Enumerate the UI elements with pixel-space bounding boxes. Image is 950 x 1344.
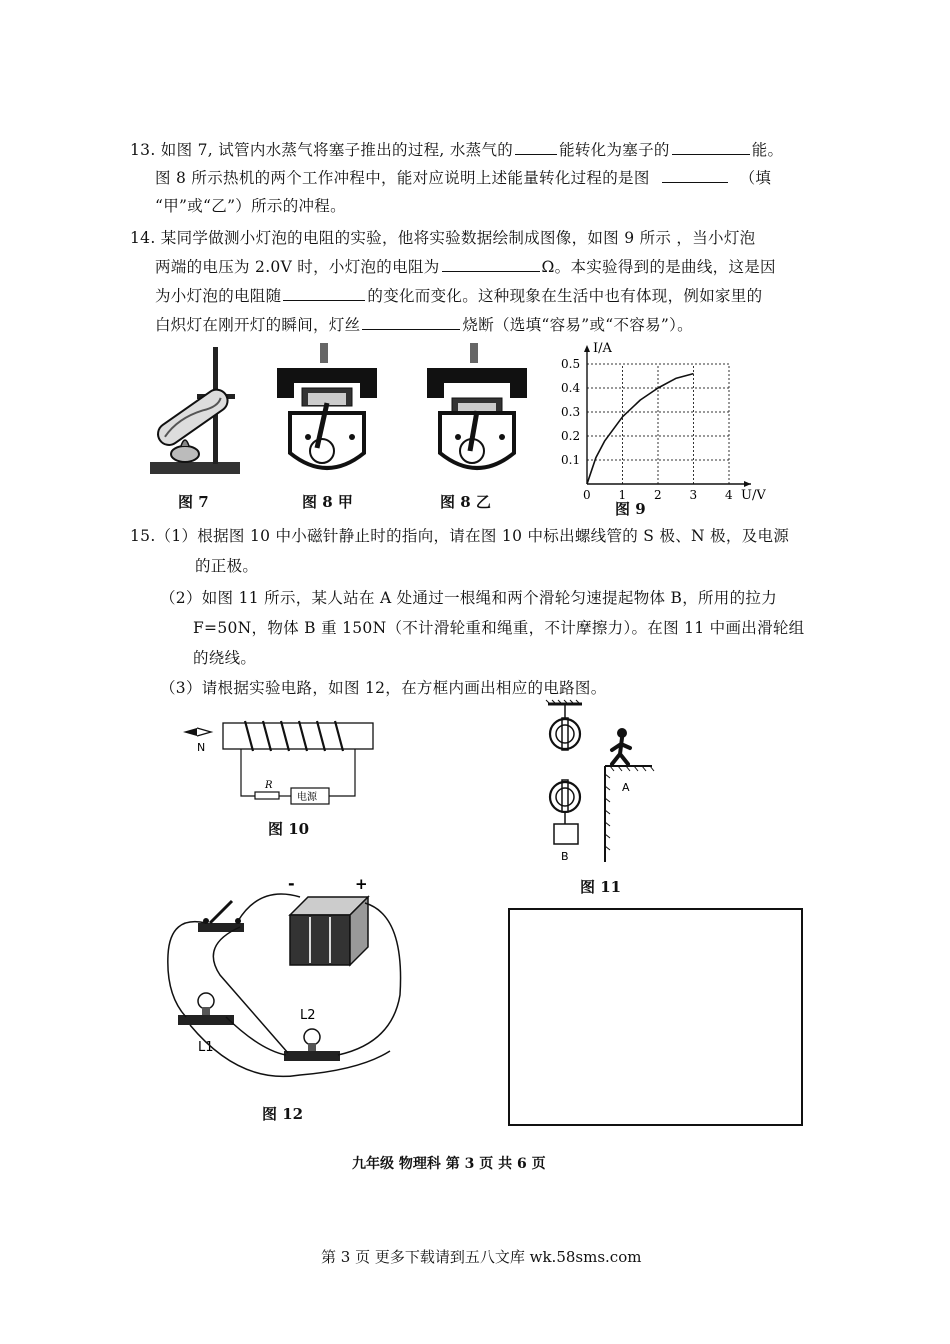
y-tick-label: 0.3: [561, 405, 581, 419]
resistor: [255, 792, 279, 799]
x-tick-label: 2: [654, 488, 662, 502]
x-tick-label: 3: [689, 488, 698, 502]
movable-pulley: [550, 782, 580, 812]
resistor-label: R: [265, 780, 273, 791]
figure-11-pulley-system: [540, 700, 660, 870]
x-axis-arrow-icon: [744, 481, 751, 487]
q13-line3: “甲”或“乙”）所示的冲程。: [155, 197, 346, 215]
q14-text-3b: 的变化而变化。这种现象在生活中也有体现，例如家里的: [367, 287, 763, 305]
q13-blank-2[interactable]: [672, 140, 750, 155]
figure-12-caption: 图 12: [262, 1105, 304, 1123]
chart-axes: [584, 345, 751, 487]
bulb-l2-icon: [284, 1029, 340, 1061]
q15-line6: （3）请根据实验电路，如图 12，在方框内画出相应的电路图。: [160, 679, 607, 697]
q14-text-4a: 白炽灯在刚开灯的瞬间，灯丝: [155, 316, 361, 334]
q14-text-2b: Ω。本实验得到的是曲线，这是因: [541, 258, 776, 276]
q13-text-2a: 图 8 所示热机的两个工作冲程中，能对应说明上述能量转化过程的是图: [155, 169, 650, 187]
q13-blank-3[interactable]: [662, 168, 728, 183]
y-tick-label: 0.5: [561, 357, 581, 371]
q14-blank-3[interactable]: [362, 315, 460, 330]
q13-text-1a: 13. 如图 7, 试管内水蒸气将塞子推出的过程, 水蒸气的: [130, 141, 514, 159]
series-line-I-U: [587, 374, 694, 484]
figure-10-solenoid-circuit: [175, 718, 385, 808]
answer-drawing-box[interactable]: [508, 908, 803, 1126]
q13-text-1c: 能。: [751, 141, 784, 159]
figure-10-caption: 图 10: [268, 820, 310, 838]
figure-7-test-tube-apparatus: [145, 342, 255, 482]
figure-8a-engine-stroke: [272, 343, 382, 483]
x-tick-label: 4: [725, 488, 733, 502]
q14-text-4b: 烧断（选填“容易”或“不容易”）。: [462, 316, 693, 334]
battery-minus-label: -: [288, 874, 295, 893]
bulb-l2-label: L2: [300, 1008, 316, 1023]
figure-8b-caption: 图 8 乙: [440, 493, 491, 511]
y-tick-label: 0.4: [561, 381, 581, 395]
download-note: 第 3 页 更多下载请到五八文库 wk.58sms.com: [321, 1248, 642, 1266]
solenoid-coil: [245, 721, 343, 751]
y-tick-label: 0.1: [561, 453, 581, 467]
figure-9-caption: 图 9: [615, 500, 646, 518]
x-tick-label: 1: [618, 488, 627, 502]
q13-line1: [130, 138, 783, 160]
needle-label: N: [197, 741, 206, 754]
q14-line4: [155, 313, 693, 335]
figure-11-caption: 图 11: [580, 878, 622, 896]
chart-x-axis-label: U/V: [741, 488, 766, 503]
bulb-l1-label: L1: [198, 1040, 214, 1055]
q14-line1: 14. 某同学做测小灯泡的电阻的实验，他将实验数据绘制成图像，如图 9 所示 ，当小灯泡: [130, 229, 756, 247]
q15-line1: 15.（1）根据图 10 中小磁针静止时的指向，请在图 10 中标出螺线管的 S 极、N 极，及电源: [130, 527, 790, 545]
q13-text-2b: （填: [739, 169, 772, 187]
power-source-label: 电源: [297, 792, 317, 803]
q15-line2: 的正极。: [195, 557, 259, 575]
q15-line5: 的绕线。: [193, 649, 257, 667]
q14-text-3a: 为小灯泡的电阻随: [155, 287, 282, 305]
q13-blank-1[interactable]: [515, 140, 557, 155]
y-tick-label: 0.2: [561, 429, 581, 443]
figure-9-iu-chart: [555, 340, 785, 510]
q14-blank-1[interactable]: [442, 257, 540, 272]
figure-7-caption: 图 7: [178, 493, 209, 511]
figure-8b-engine-stroke: [422, 343, 532, 483]
figure-12-physical-circuit: [160, 875, 420, 1095]
position-a-label: A: [622, 781, 630, 794]
q14-line3: [155, 284, 762, 306]
battery-icon: [290, 897, 368, 965]
battery-plus-label: +: [355, 875, 368, 893]
q13-line2: [155, 166, 771, 188]
switch-icon: [198, 901, 244, 932]
chart-series: [587, 374, 694, 484]
object-b-label: B: [561, 850, 569, 863]
page-footer: 九年级 物理科 第 3 页 共 6 页: [352, 1156, 546, 1172]
q13-text-1b: 能转化为塞子的: [559, 141, 670, 159]
fixed-pulley: [550, 719, 580, 749]
object-b: [554, 824, 578, 844]
bulb-l1-icon: [178, 993, 234, 1025]
x-tick-label: 0: [583, 488, 591, 502]
chart-grid: [587, 364, 729, 484]
q14-blank-2[interactable]: [283, 286, 365, 301]
q14-line2: [155, 255, 776, 277]
q15-line3: （2）如图 11 所示，某人站在 A 处通过一根绳和两个滑轮匀速提起物体 B，所用的拉力: [160, 589, 778, 607]
q14-text-2a: 两端的电压为 2.0V 时，小灯泡的电阻为: [155, 258, 440, 276]
figure-8a-caption: 图 8 甲: [302, 493, 353, 511]
y-axis-arrow-icon: [584, 345, 590, 352]
compass-needle-icon: [183, 728, 197, 736]
q15-line4: F=50N，物体 B 重 150N（不计滑轮重和绳重，不计摩擦力）。在图 11 中画出滑轮组: [193, 619, 805, 637]
chart-y-axis-label: I/A: [593, 341, 612, 356]
